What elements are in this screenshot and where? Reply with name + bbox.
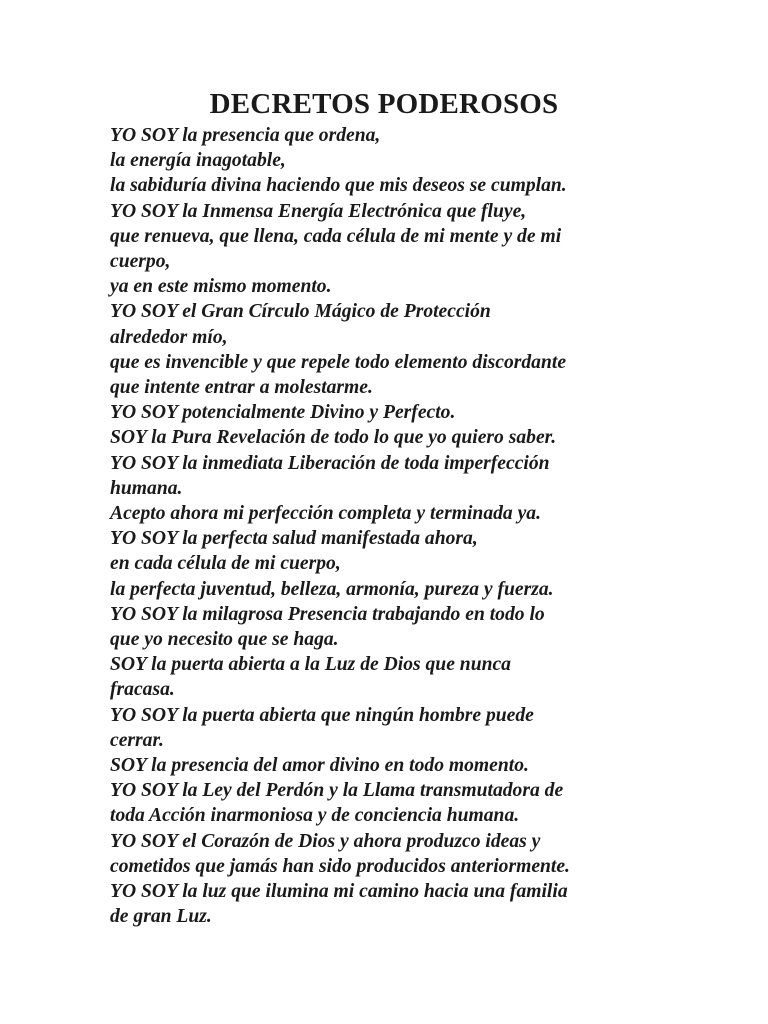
decree-text-body	[110, 123, 670, 930]
page-title: DECRETOS PODEROSOS	[209, 88, 559, 120]
decree-line: la perfecta juventud, belleza, armonía, pureza y fuerza.	[110, 578, 554, 600]
decree-line: la sabiduría divina haciendo que mis deseos se cumplan.	[110, 175, 567, 197]
decree-line: SOY la puerta abierta a la Luz de Dios que nunca	[110, 654, 511, 676]
decree-line: YO SOY la inmediata Liberación de toda imperfección	[110, 452, 550, 474]
decree-line: que yo necesito que se haga.	[110, 629, 339, 651]
decree-line: cerrar.	[110, 729, 164, 751]
decree-line: YO SOY la milagrosa Presencia trabajando en todo lo	[110, 603, 545, 625]
decree-line: ya en este mismo momento.	[110, 276, 332, 298]
decree-line: YO SOY la presencia que ordena,	[110, 125, 381, 146]
decree-line: YO SOY la puerta abierta que ningún hombre puede	[110, 704, 534, 726]
decree-line: SOY la presencia del amor divino en todo momento.	[110, 755, 529, 777]
decree-line: toda Acción inarmoniosa y de conciencia humana.	[110, 805, 520, 827]
decree-line: YO SOY la Inmensa Energía Electrónica que fluye,	[110, 200, 527, 222]
decree-line: que renueva, que llena, cada célula de mi mente y de mi	[110, 225, 562, 247]
decree-line: fracasa.	[110, 679, 175, 701]
decree-line: alrededor mío,	[110, 326, 228, 348]
decree-line: que intente entrar a molestarme.	[110, 377, 373, 399]
decree-line: YO SOY el Gran Círculo Mágico de Protección	[110, 301, 491, 323]
decree-line: cometidos que jamás han sido producidos anteriormente.	[110, 855, 570, 877]
decree-line: YO SOY la luz que ilumina mi camino hacia una familia	[110, 881, 568, 903]
decree-line: YO SOY la perfecta salud manifestada ahora,	[110, 528, 478, 550]
decree-line: YO SOY la Ley del Perdón y la Llama transmutadora de	[110, 780, 564, 802]
decree-line: humana.	[110, 477, 183, 499]
decree-line: SOY la Pura Revelación de todo lo que yo quiero saber.	[110, 427, 557, 449]
decree-line: cuerpo,	[110, 251, 171, 273]
decree-line: en cada célula de mi cuerpo,	[110, 553, 341, 575]
decree-line: Acepto ahora mi perfección completa y terminada ya.	[110, 503, 541, 525]
decree-line: YO SOY potencialmente Divino y Perfecto.	[110, 402, 456, 424]
decree-line: YO SOY el Corazón de Dios y ahora produzco ideas y	[110, 830, 541, 852]
decree-line: que es invencible y que repele todo elemento discordante	[110, 351, 567, 373]
decree-line: de gran Luz.	[110, 906, 212, 928]
decree-line: la energía inagotable,	[110, 150, 286, 172]
